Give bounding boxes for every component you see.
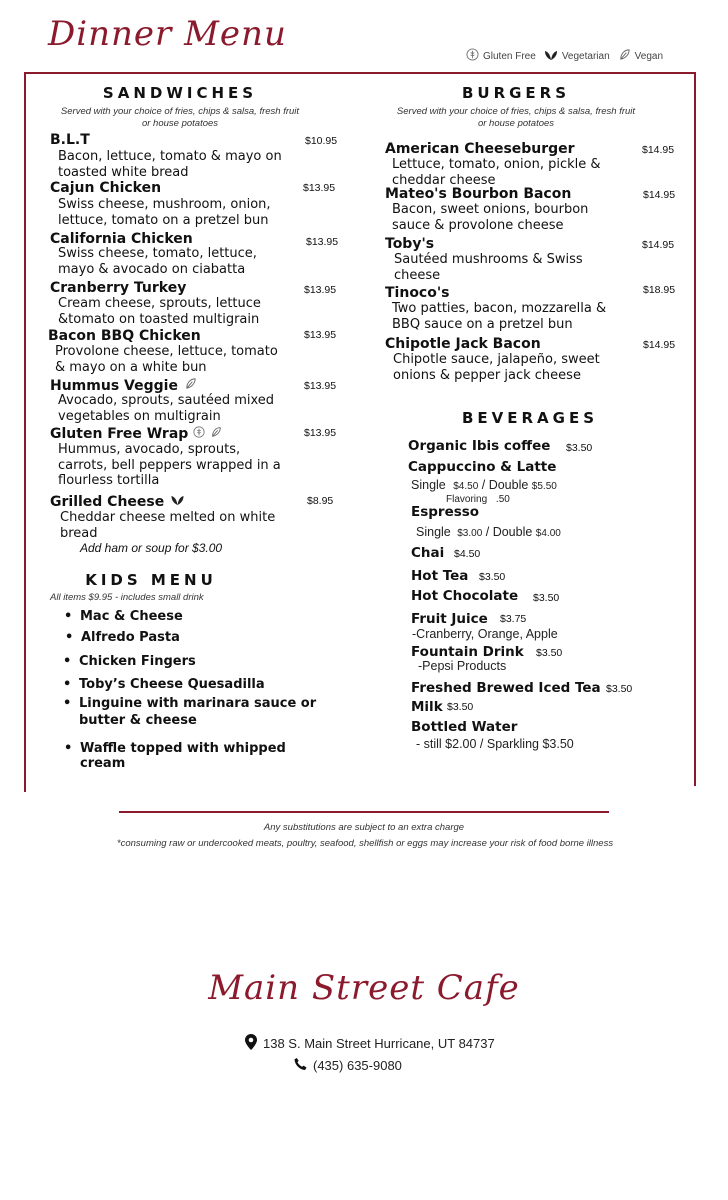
- sandwich-desc-blt: [58, 149, 282, 180]
- burger-desc-chipotle-jack-bacon: [393, 352, 600, 383]
- sandwich-desc-line: flourless tortilla: [58, 473, 160, 488]
- sandwich-desc-bacon-bbq-chicken: [55, 344, 278, 375]
- sandwich-desc-hummus-veggie: [58, 393, 274, 424]
- bev-name-chai: Chai: [411, 545, 445, 561]
- bev-name-milk: Milk: [411, 699, 443, 715]
- sandwich-desc-line: &tomato on toasted multigrain: [58, 311, 260, 327]
- sandwich-desc-grilled-cheese: [60, 510, 275, 541]
- burger-name-american-cheeseburger: American Cheeseburger: [385, 141, 575, 157]
- bev-cappuccino-single: Single: [411, 478, 446, 492]
- sandwich-name-hummus-veggie: [50, 377, 197, 394]
- burger-desc-line: cheese: [394, 267, 441, 283]
- burger-desc-line: cheddar cheese: [392, 172, 496, 188]
- bev-espresso-options: [416, 525, 561, 539]
- kids-item-waffle-cont: cream: [80, 756, 126, 771]
- diet-legend: [466, 48, 663, 64]
- burger-desc-line: onions & pepper jack cheese: [393, 367, 581, 383]
- bev-cappuccino-double: / Double: [481, 478, 529, 492]
- burger-desc-line: sauce & provolone cheese: [392, 217, 564, 233]
- sandwich-price-grilled-cheese: $8.95: [307, 495, 334, 507]
- bev-price-milk: $3.50: [447, 701, 474, 713]
- kids-item-linguine: • Linguine with marinara sauce or: [79, 696, 316, 712]
- burger-price-tinocos: $18.95: [643, 284, 676, 296]
- sandwich-desc-cranberry-turkey: [58, 296, 261, 327]
- vegetarian-leaf-icon: [544, 49, 558, 64]
- bev-name-fountain-drink: Fountain Drink: [411, 644, 524, 660]
- burger-desc-line: Sautéed mushrooms & Swiss: [394, 252, 583, 267]
- sandwich-desc-line: Swiss cheese, mushroom, onion,: [58, 197, 271, 212]
- bev-name-espresso: Espresso: [411, 504, 480, 520]
- phone-line: [294, 1057, 402, 1074]
- sandwich-desc-line: Bacon, lettuce, tomato & mayo on: [58, 149, 282, 164]
- address-line: [245, 1034, 495, 1053]
- frame-left-border: [24, 72, 26, 792]
- sandwich-desc-line: Cream cheese, sprouts, lettuce: [58, 296, 261, 311]
- bev-fountain-note: -Pepsi Products: [418, 659, 507, 673]
- bev-price-hot-chocolate: $3.50: [533, 592, 560, 604]
- bev-price-hot-tea: $3.50: [479, 571, 506, 583]
- sandwiches-subtitle: [40, 106, 320, 130]
- footer-divider: [119, 811, 609, 813]
- burger-desc-line: Two patties, bacon, mozzarella &: [392, 301, 607, 316]
- sandwich-name-cajun-chicken: Cajun Chicken: [50, 180, 162, 196]
- bev-name-bottled-water: Bottled Water: [411, 719, 518, 735]
- bev-cappuccino-options: [411, 478, 557, 492]
- burger-name-chipotle-jack-bacon: Chipotle Jack Bacon: [385, 336, 541, 352]
- bev-espresso-double: / Double: [485, 525, 533, 539]
- bev-price-fountain-drink: $3.50: [536, 647, 563, 659]
- legend-vegetarian-label: Vegetarian: [561, 50, 610, 62]
- sandwich-name-cranberry-turkey: Cranberry Turkey: [50, 280, 187, 296]
- sandwich-price-california-chicken: $13.95: [306, 236, 339, 248]
- sandwich-desc-line: Cheddar cheese melted on white: [60, 510, 276, 525]
- menu-title: Dinner Menu: [48, 14, 287, 54]
- bev-name-hot-chocolate: Hot Chocolate: [411, 588, 519, 604]
- phone-text: (435) 635-9080: [313, 1058, 402, 1073]
- sandwiches-subtitle-line-2: or house potatoes: [141, 118, 219, 129]
- kids-menu-subtitle: All items $9.95 - includes small drink: [50, 592, 204, 603]
- kids-item-mac-cheese: • Mac & Cheese: [80, 609, 183, 625]
- sandwich-desc-line: toasted white bread: [58, 164, 189, 180]
- burger-desc-american-cheeseburger: [392, 157, 601, 188]
- bev-espresso-single-price: $3.00: [457, 528, 483, 539]
- food-safety-warning: *consuming raw or undercooked meats, poultry, seafood, shellfish or eggs may increase your risk of food borne illness: [116, 838, 614, 849]
- burger-name-tinocos: Tinoco's: [385, 285, 450, 301]
- burger-desc-line: Lettuce, tomato, onion, pickle &: [392, 157, 601, 172]
- bev-name-iced-tea: Freshed Brewed Iced Tea: [411, 680, 601, 696]
- grilled-cheese-addon-note: Add ham or soup for $3.00: [80, 541, 223, 555]
- address-text: 138 S. Main Street Hurricane, UT 84737: [263, 1036, 495, 1051]
- burger-desc-line: BBQ sauce on a pretzel bun: [392, 316, 573, 332]
- sandwich-name-gluten-free-wrap: [50, 426, 222, 442]
- sandwich-name-california-chicken: California Chicken: [50, 231, 193, 247]
- sandwich-name-hummus-veggie-text: Hummus Veggie: [50, 377, 178, 394]
- sandwich-desc-line: Hummus, avocado, sprouts,: [58, 442, 241, 457]
- sandwich-price-bacon-bbq-chicken: $13.95: [304, 329, 337, 341]
- vegan-leaf-icon: [184, 377, 197, 394]
- sandwich-name-gluten-free-wrap-text: Gluten Free Wrap: [50, 426, 189, 442]
- sandwich-name-bacon-bbq-chicken: Bacon BBQ Chicken: [48, 328, 201, 344]
- kids-item-waffle: • Waffle topped with whipped: [80, 741, 286, 757]
- bev-price-iced-tea: $3.50: [606, 683, 633, 695]
- substitution-note: Any substitutions are subject to an extra charge: [263, 822, 465, 833]
- burgers-heading: BURGERS: [461, 84, 571, 102]
- bev-flavoring-label: Flavoring: [446, 494, 488, 505]
- sandwich-desc-line: carrots, bell peppers wrapped in a: [58, 457, 281, 473]
- location-pin-icon: [245, 1034, 257, 1053]
- burger-price-tobys: $14.95: [642, 239, 675, 251]
- bev-espresso-double-price: $4.00: [535, 528, 561, 539]
- vegetarian-leaf-icon: [170, 494, 185, 510]
- frame-right-border: [694, 72, 696, 786]
- gluten-free-icon: [193, 426, 205, 442]
- sandwich-desc-line: mayo & avocado on ciabatta: [58, 261, 246, 277]
- legend-vegan-label: Vegan: [634, 50, 664, 62]
- burgers-subtitle-line-1: Served with your choice of fries, chips & salsa, fresh fruit: [396, 106, 636, 117]
- sandwich-desc-line: Avocado, sprouts, sautéed mixed: [58, 393, 275, 408]
- burger-price-chipotle-jack-bacon: $14.95: [643, 339, 676, 351]
- kids-item-linguine-cont: butter & cheese: [79, 713, 197, 728]
- kids-menu-heading: KIDS MENU: [85, 571, 217, 589]
- bev-flavoring-price: .50: [495, 494, 510, 505]
- bev-cappuccino-double-price: $5.50: [531, 481, 557, 492]
- bev-price-organic-coffee: $3.50: [566, 442, 593, 454]
- sandwich-desc-line: bread: [60, 525, 98, 541]
- kids-item-cheese-quesadilla: • Toby’s Cheese Quesadilla: [79, 677, 265, 693]
- sandwich-desc-cajun-chicken: [58, 197, 271, 228]
- legend-gluten-free-label: Gluten Free: [483, 50, 536, 62]
- frame-top-border: [24, 72, 696, 74]
- gluten-free-icon: [466, 48, 479, 64]
- burger-desc-tinocos: [392, 301, 606, 332]
- bev-espresso-single: Single: [416, 525, 451, 539]
- burgers-subtitle-line-2: or house potatoes: [477, 118, 555, 129]
- sandwich-desc-line: Swiss cheese, tomato, lettuce,: [58, 246, 257, 261]
- sandwich-name-grilled-cheese: [50, 494, 185, 510]
- beverages-heading: BEVERAGES: [461, 409, 599, 427]
- sandwich-desc-line: Provolone cheese, lettuce, tomato: [55, 344, 278, 359]
- burger-name-tobys: Toby's: [385, 236, 435, 252]
- vegan-leaf-icon: [210, 426, 222, 442]
- bev-name-cappuccino-latte: Cappuccino & Latte: [408, 459, 557, 475]
- sandwich-desc-gluten-free-wrap: [58, 442, 281, 489]
- sandwich-desc-line: lettuce, tomato on a pretzel bun: [58, 212, 269, 228]
- sandwich-name-blt: B.L.T: [50, 132, 90, 148]
- burger-price-american-cheeseburger: $14.95: [642, 144, 675, 156]
- sandwich-desc-line: vegetables on multigrain: [58, 408, 221, 424]
- bev-name-hot-tea: Hot Tea: [411, 568, 469, 584]
- bev-price-fruit-juice: $3.75: [500, 613, 527, 625]
- burger-price-bourbon-bacon: $14.95: [643, 189, 676, 201]
- phone-icon: [294, 1057, 307, 1074]
- kids-item-chicken-fingers: • Chicken Fingers: [79, 654, 196, 670]
- sandwich-price-blt: $10.95: [305, 135, 338, 147]
- burger-desc-bourbon-bacon: [392, 202, 588, 233]
- kids-item-alfredo-pasta: • Alfredo Pasta: [81, 630, 180, 646]
- sandwich-price-gluten-free-wrap: $13.95: [304, 427, 337, 439]
- brand-name: Main Street Cafe: [208, 968, 520, 1008]
- burger-name-bourbon-bacon: Mateo's Bourbon Bacon: [385, 186, 572, 202]
- bev-fruit-juice-flavors: -Cranberry, Orange, Apple: [412, 627, 558, 641]
- sandwich-price-hummus-veggie: $13.95: [304, 380, 337, 392]
- bev-name-fruit-juice: Fruit Juice: [411, 611, 488, 627]
- vegan-leaf-icon: [618, 48, 631, 64]
- sandwich-price-cranberry-turkey: $13.95: [304, 284, 337, 296]
- burger-desc-line: Chipotle sauce, jalapeño, sweet: [393, 352, 600, 367]
- sandwich-desc-line: & mayo on a white bun: [55, 359, 207, 375]
- burgers-subtitle: [376, 106, 656, 130]
- sandwiches-subtitle-line-1: Served with your choice of fries, chips & salsa, fresh fruit: [60, 106, 300, 117]
- bev-price-chai: $4.50: [454, 548, 481, 560]
- sandwich-price-cajun-chicken: $13.95: [303, 182, 336, 194]
- burger-desc-line: Bacon, sweet onions, bourbon: [392, 202, 589, 217]
- bev-name-organic-coffee: Organic Ibis coffee: [408, 438, 551, 454]
- sandwich-desc-california-chicken: [58, 246, 257, 277]
- burger-desc-tobys: [394, 252, 583, 283]
- sandwich-name-grilled-cheese-text: Grilled Cheese: [50, 494, 165, 510]
- bev-bottled-water-prices: - still $2.00 / Sparkling $3.50: [416, 737, 574, 751]
- sandwiches-heading: SANDWICHES: [102, 84, 258, 102]
- bev-cappuccino-single-price: $4.50: [453, 481, 479, 492]
